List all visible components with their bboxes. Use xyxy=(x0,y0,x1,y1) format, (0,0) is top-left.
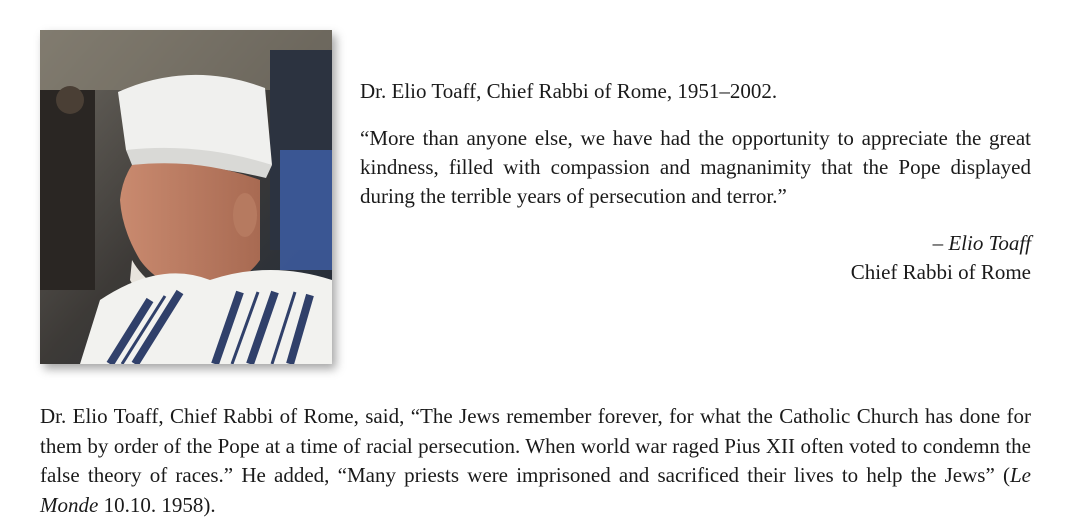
portrait-icon xyxy=(40,30,332,364)
paragraph-source: Le Monde xyxy=(40,463,1031,517)
paragraph-text-before: Dr. Elio Toaff, Chief Rabbi of Rome, said, “The Jews remember forever, for what the Catholic Church has done for them by order of the Pope at a time of racial persecution. When world war raged Pius XII often voted to condemn the false theory of races.” He added, “Many priests were imprisoned and sacrificed their lives to help the Jews” ( xyxy=(40,404,1031,487)
attribution-name: – Elio Toaff xyxy=(932,231,1031,255)
body-paragraph xyxy=(40,402,1031,520)
portrait-photo xyxy=(40,30,332,364)
photo-caption: Dr. Elio Toaff, Chief Rabbi of Rome, 1951–2002. xyxy=(360,79,778,103)
paragraph-text-after: 10.10. 1958). xyxy=(98,492,216,517)
quote-text: “More than anyone else, we have had the opportunity to appreciate the great kindness, filled with compassion and magnanimity that the Pope displayed during the terrible years of persecution and terror.” xyxy=(360,126,1031,208)
attribution-title: Chief Rabbi of Rome xyxy=(850,260,1031,284)
quote-attribution xyxy=(851,229,1031,287)
